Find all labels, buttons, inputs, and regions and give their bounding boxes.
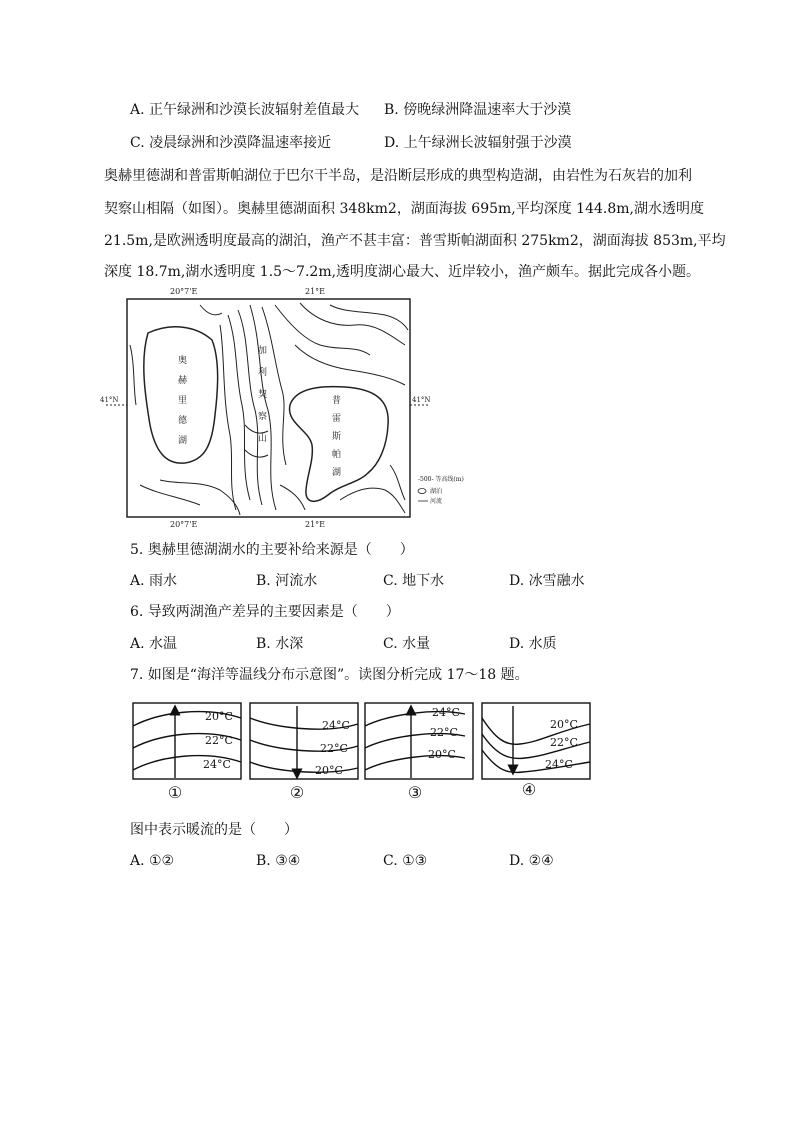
q4-option-b[interactable]: B. 傍晚绿洲降温速率大于沙漠: [384, 102, 572, 118]
diagram-3-label-2: 22°C: [430, 726, 458, 739]
passage-line-1: 奥赫里德湖和普雷斯帕湖位于巴尔干半岛，是沿断层形成的典型构造湖，由岩性为石灰岩的加利: [104, 168, 692, 184]
q6-stem: 6. 导致两湖渔产差异的主要因素是（ ）: [130, 604, 400, 620]
diagram-3-id: ③: [407, 783, 423, 802]
diagram-3-label-1: 24°C: [432, 706, 460, 719]
q6-option-a[interactable]: A. 水温: [130, 636, 178, 652]
legend-lake-icon: [418, 489, 426, 494]
q5-stem: 5. 奥赫里德湖湖水的主要补给来源是（ ）: [130, 542, 414, 558]
lake2-char-3: 帕: [332, 450, 342, 460]
lake1-char-3: 德: [178, 416, 188, 426]
q6-option-c[interactable]: C. 水量: [383, 636, 431, 652]
legend-contour: -500- 等高线(m): [418, 476, 464, 483]
q7-option-d[interactable]: D. ②④: [509, 853, 554, 869]
q7-stem: 7. 如图是“海洋等温线分布示意图”。读图分析完成 17～18 题。: [130, 667, 529, 683]
q5-option-b[interactable]: B. 河流水: [256, 573, 318, 589]
map-lat-right: 41°N: [412, 396, 431, 404]
diagram-2-label-3: 20°C: [315, 764, 343, 777]
diagram-1-label-1: 20°C: [205, 710, 233, 723]
map-lon-left-bottom: 20°7'E: [170, 520, 198, 529]
q5-option-d[interactable]: D. 冰雪融水: [509, 573, 585, 589]
q5-option-c[interactable]: C. 地下水: [383, 573, 445, 589]
q4-option-a[interactable]: A. 正午绿洲和沙漠长波辐射差值最大: [130, 102, 360, 118]
map-lon-left-top: 20°7'E: [170, 287, 198, 296]
mountain-char-2: 契: [258, 390, 268, 400]
diagram-1-id: ①: [167, 783, 183, 802]
diagram-2-label-1: 24°C: [322, 719, 350, 732]
isotherm-diagrams: [125, 698, 595, 808]
map-frame: [127, 299, 410, 517]
legend-river: 河流: [430, 498, 443, 505]
lake1-char-0: 奥: [178, 356, 188, 366]
diagram-4-label-3: 24°C: [545, 758, 573, 771]
lake1-char-1: 赫: [178, 376, 188, 386]
mountain-char-1: 利: [258, 368, 268, 378]
diagram-2-label-2: 22°C: [320, 742, 348, 755]
q7-option-c[interactable]: C. ①③: [383, 853, 428, 869]
lake2-char-2: 斯: [332, 432, 342, 442]
lake2-char-1: 雷: [332, 414, 342, 424]
diagram-2-id: ②: [289, 783, 305, 802]
q7-sub-stem: 图中表示暖流的是（ ）: [130, 822, 298, 838]
q6-option-d[interactable]: D. 水质: [509, 636, 557, 652]
diagram-1-label-3: 24°C: [203, 758, 231, 771]
lake2-char-4: 湖: [332, 468, 342, 478]
map-lat-left: 41°N: [100, 396, 119, 404]
legend-lake: 湖泊: [430, 488, 443, 495]
diagram-3-label-3: 20°C: [428, 748, 456, 761]
map-lon-right-top: 21°E: [305, 287, 326, 296]
map-lon-right-bottom: 21°E: [305, 520, 326, 529]
q5-option-a[interactable]: A. 雨水: [130, 573, 178, 589]
mountain-char-3: 察: [258, 412, 268, 422]
mountain-char-0: 加: [258, 346, 268, 356]
lake2-char-0: 普: [332, 396, 342, 406]
diagram-4-id: ④: [521, 780, 537, 799]
mountain-char-4: 山: [258, 434, 268, 444]
diagram-4-label-1: 20°C: [550, 718, 578, 731]
q7-option-b[interactable]: B. ③④: [256, 853, 301, 869]
q7-option-a[interactable]: A. ①②: [130, 853, 175, 869]
passage-line-4: 深度 18.7m,湖水透明度 1.5～7.2m,透明度湖心最大、近岸较小，渔产颇车。据此完成各小题。: [104, 264, 701, 280]
passage-line-3: 21.5m,是欧洲透明度最高的湖泊，渔产不甚丰富：普雪斯帕湖面积 275km2，湖面海拔 853m,平均: [104, 233, 726, 249]
diagram-1-label-2: 22°C: [205, 734, 233, 747]
lake1-char-2: 里: [178, 396, 188, 406]
q6-option-b[interactable]: B. 水深: [256, 636, 304, 652]
diagram-4-label-2: 22°C: [550, 736, 578, 749]
q4-option-c[interactable]: C. 凌晨绿洲和沙漠降温速率接近: [130, 135, 332, 151]
q4-option-d[interactable]: D. 上午绿洲长波辐射强于沙漠: [384, 135, 572, 151]
lake-map: [100, 285, 510, 530]
lake1-char-4: 湖: [178, 436, 188, 446]
passage-line-2: 契察山相隔（如图）。奥赫里德湖面积 348km2，湖面海拔 695m,平均深度 144.8m,湖水透明度: [104, 201, 704, 217]
